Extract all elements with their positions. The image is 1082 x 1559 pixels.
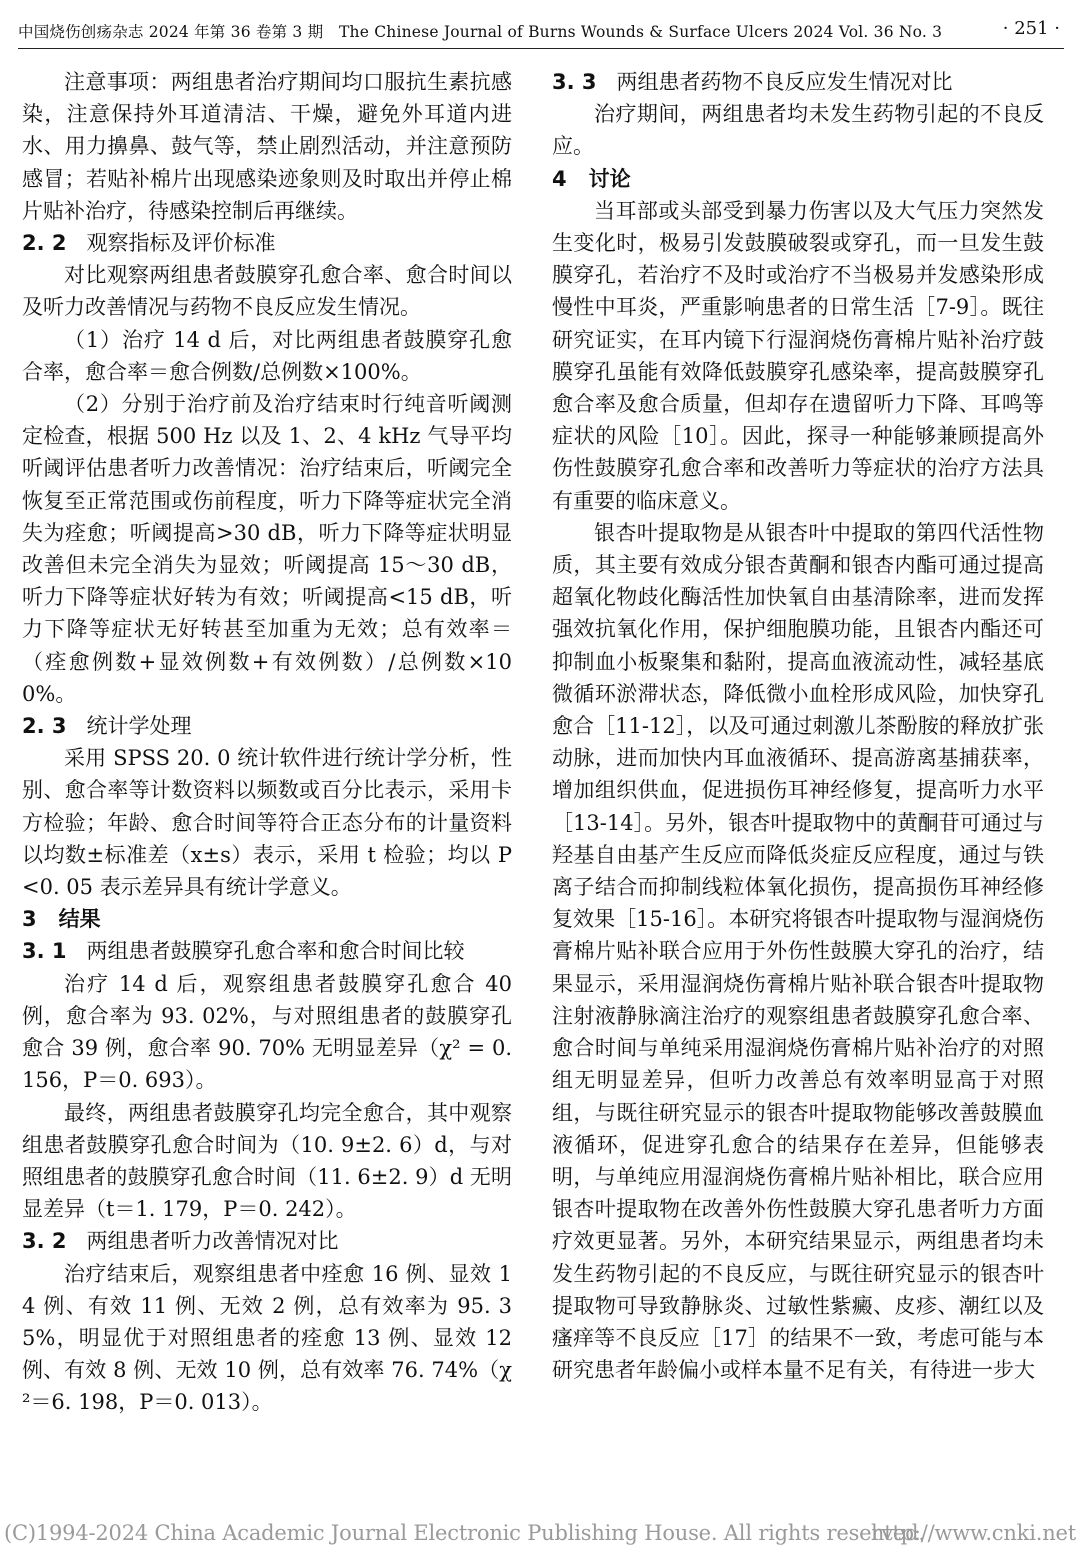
copyright-text: (C)1994-2024 China Academic Journal Electronic Publishing House. All rights reserved. — [4, 1521, 925, 1545]
paragraph-discussion-2: 银杏叶提取物是从银杏叶中提取的第四代活性物质，其主要有效成分银杏黄酮和银杏内酯可通过提高超氧化物歧化酶活性加快氧自由基清除率，进而发挥强效抗氧化作用，保护细胞膜功能，且银杏内酯还可抑制血小板聚集和黏附，提高血液流动性，减轻基底微循环淤滞状态，降低微小血栓形成风险，加快穿孔愈合［11-12］，以及可通过刺激儿茶酚胺的释放扩张动脉，进而加快内耳血液循环、提高游离基捕获率，增加组织供血，促进损伤耳神经修复，提高听力水平［13-14］。另外，银杏叶提取物中的黄酮苷可通过与羟基自由基产生反应而降低炎症反应程度，通过与铁离子结合而抑制线粒体氧化损伤，提高损伤耳神经修复效果［15-16］。本研究将银杏叶提取物与湿润烧伤膏棉片贴补联合应用于外伤性鼓膜大穿孔的治疗，结果显示，采用湿润烧伤膏棉片贴补联合银杏叶提取物注射液静脉滴注治疗的观察组患者鼓膜穿孔愈合率、愈合时间与单纯采用湿润烧伤膏棉片贴补治疗的对照组无明显差异，但听力改善总有效率明显高于对照组，与既往研究显示的银杏叶提取物能够改善鼓膜血液循环，促进穿孔愈合的结果存在差异，但能够表明，与单纯应用湿润烧伤膏棉片贴补相比，联合应用银杏叶提取物在改善外伤性鼓膜大穿孔患者听力方面疗效更显著。另外，本研究结果显示，两组患者均未发生药物引起的不良反应，与既往研究显示的银杏叶提取物可导致静脉炎、过敏性紫癜、皮疹、潮红以及瘙痒等不良反应［17］的结果不一致，考虑可能与本研究患者年龄偏小或样本量不足有关，有待进一步大 — [552, 520, 1044, 1383]
section-heading-3-3 — [552, 66, 1044, 98]
section-title: 两组患者听力改善情况对比 — [86, 1229, 339, 1254]
section-heading-3-1 — [22, 935, 512, 967]
section-heading-3-2 — [22, 1225, 512, 1257]
paragraph-healing-time: 最终，两组患者鼓膜穿孔均完全愈合，其中观察组患者鼓膜穿孔愈合时间为（10. 9±2. 6）d，与对照组患者的鼓膜穿孔愈合时间（11. 6±2. 9）d 无明显差异（t＝1. 179，P＝0. 242）。 — [22, 1100, 512, 1222]
section-heading-2-3 — [22, 710, 512, 742]
section-number: 3. 3 — [552, 70, 597, 94]
left-column — [22, 66, 512, 1419]
section-title: 统计学处理 — [86, 714, 192, 739]
section-number: 2. 3 — [22, 714, 67, 739]
section-heading-4 — [552, 163, 1044, 195]
section-title: 结果 — [58, 907, 101, 932]
copyright-watermark — [4, 1521, 1080, 1545]
section-title: 两组患者鼓膜穿孔愈合率和愈合时间比较 — [86, 939, 465, 964]
section-title: 两组患者药物不良反应发生情况对比 — [616, 70, 953, 94]
paragraph-discussion-1: 当耳部或头部受到暴力伤害以及大气压力突然发生变化时，极易引发鼓膜破裂或穿孔，而一旦发生鼓膜穿孔，若治疗不及时或治疗不当极易并发感染形成慢性中耳炎，严重影响患者的日常生活［7-9］。既往研究证实，在耳内镜下行湿润烧伤膏棉片贴补治疗鼓膜穿孔虽能有效降低鼓膜穿孔感染率，提高鼓膜穿孔愈合率及愈合质量，但却存在遗留听力下降、耳鸣等症状的风险［10］。因此，探寻一种能够兼顾提高外伤性鼓膜穿孔愈合率和改善听力等症状的治疗方法具有重要的临床意义。 — [552, 198, 1044, 513]
paragraph-adverse-reactions: 治疗期间，两组患者均未发生药物引起的不良反应。 — [552, 102, 1044, 159]
section-title: 讨论 — [588, 166, 631, 191]
section-heading-3 — [22, 903, 512, 935]
paragraph-healing-rate: 治疗 14 d 后，观察组患者鼓膜穿孔愈合 40 例，愈合率为 93. 02%，与对照组患者的鼓膜穿孔愈合 39 例，愈合率 90. 70% 无明显差异（χ² = 0. 156，P＝0. 693）。 — [22, 971, 512, 1093]
section-number: 2. 2 — [22, 231, 67, 256]
section-title: 观察指标及评价标准 — [86, 231, 276, 256]
running-header — [18, 18, 1064, 49]
cnki-url: http://www.cnki.net — [870, 1521, 1076, 1545]
section-heading-2-2 — [22, 227, 512, 259]
paragraph-precautions: 注意事项：两组患者治疗期间均口服抗生素抗感染，注意保持外耳道清洁、干燥，避免外耳道内进水、用力擤鼻、鼓气等，禁止剧烈活动，并注意预防感冒；若贴补棉片出现感染迹象则及时取出并停止棉片贴补治疗，待感染控制后再继续。 — [22, 70, 512, 223]
section-number: 3. 1 — [22, 939, 67, 964]
paragraph-statistics: 采用 SPSS 20. 0 统计软件进行统计学分析，性别、愈合率等计数资料以频数或百分比表示，采用卡方检验；年龄、愈合时间等符合正态分布的计量资料以均数±标准差（x±s）表示，采用 t 检验；均以 P<0. 05 表示差异具有统计学意义。 — [22, 746, 512, 900]
right-column — [552, 66, 1044, 1386]
paragraph-observation: 对比观察两组患者鼓膜穿孔愈合率、愈合时间以及听力改善情况与药物不良反应发生情况。 — [22, 263, 512, 320]
section-number: 3 — [22, 907, 37, 932]
journal-citation: 中国烧伤创疡杂志 2024 年第 36 卷第 3 期 The Chinese Journal of Burns Wounds & Surface Ulcers 2024 Vol. 36 No. 3 — [18, 23, 943, 41]
section-number: 3. 2 — [22, 1229, 67, 1254]
paragraph-hearing-improvement: 治疗结束后，观察组患者中痊愈 16 例、显效 14 例、有效 11 例、无效 2 例，总有效率为 95. 35%，明显优于对照组患者的痊愈 13 例、显效 12 例、有效 8 例、无效 10 例，总有效率 76. 74%（χ²＝6. 198，P＝0. 013）。 — [22, 1261, 512, 1415]
paragraph-criterion-1: （1）治疗 14 d 后，对比两组患者鼓膜穿孔愈合率，愈合率＝愈合例数/总例数×100%。 — [22, 327, 512, 384]
page-number: · 251 · — [1002, 18, 1060, 39]
section-number: 4 — [552, 166, 567, 191]
paragraph-criterion-2: （2）分别于治疗前及治疗结束时行纯音听阈测定检查，根据 500 Hz 以及 1、2、4 kHz 气导平均听阈评估患者听力改善情况：治疗结束后，听阈完全恢复至正常范围或伤前程度，听力下降等症状完全消失为痊愈；听阈提高>30 dB，听力下降等症状明显改善但未完全消失为显效；听阈提高 15～30 dB，听力下降等症状好转为有效；听阈提高<15 dB，听力下降等症状无好转甚至加重为无效；总有效率＝（痊愈例数+显效例数+有效例数）/总例数×100%。 — [22, 392, 512, 706]
